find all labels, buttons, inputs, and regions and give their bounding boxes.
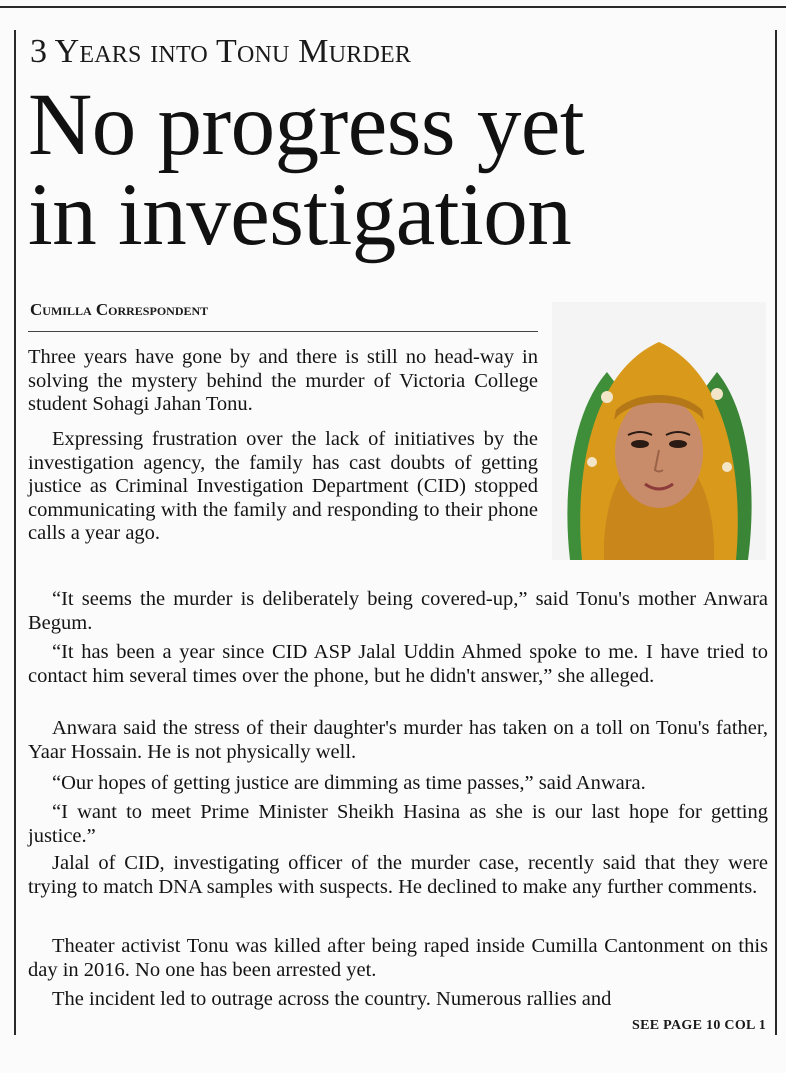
top-border-rule [0, 6, 786, 8]
paragraph-6: “Our hopes of getting justice are dimming as time passes,” said Anwara. [52, 772, 646, 794]
victim-portrait-photo [552, 302, 766, 560]
left-border-rule [14, 30, 16, 1035]
headline-line-1: No progress yet [28, 76, 585, 174]
byline-rule [28, 331, 538, 332]
headline-line-2: in investigation [28, 166, 572, 264]
paragraph-3: “It seems the murder is deliberately being covered-up,” said Tonu's mother Anwara Begum. [28, 588, 768, 634]
byline: Cumilla Correspondent [30, 300, 209, 319]
article-headline [28, 76, 768, 264]
continuation-jump: SEE PAGE 10 COL 1 [632, 1018, 766, 1033]
portrait-illustration [552, 302, 766, 560]
paragraph-4: “It has been a year since CID ASP Jalal Uddin Ahmed spoke to me. I have tried to contact him several times over the phone, but he didn't answer,” she alleged. [28, 641, 768, 687]
paragraph-2: Expressing frustration over the lack of initiatives by the investigation agency, the family has cast doubts of getting justice as Criminal Investigation Department (CID) stopped communicating with the family and responding to their phone calls a year ago. [28, 428, 538, 544]
paragraph-10: The incident led to outrage across the country. Numerous rallies and [52, 988, 612, 1010]
paragraph-7: “I want to meet Prime Minister Sheikh Hasina as she is our last hope for getting justice.” [28, 801, 768, 847]
paragraph-8: Jalal of CID, investigating officer of the murder case, recently said that they were trying to match DNA samples with suspects. He declined to make any further comments. [28, 852, 768, 898]
paragraph-5: Anwara said the stress of their daughter's murder has taken on a toll on Tonu's father, Yaar Hossain. He is not physically well. [28, 717, 768, 763]
paragraph-9: Theater activist Tonu was killed after being raped inside Cumilla Cantonment on this day in 2016. No one has been arrested yet. [28, 935, 768, 981]
paragraph-1: Three years have gone by and there is still no head-way in solving the mystery behind the murder of Victoria College student Sohagi Jahan Tonu. [28, 346, 538, 415]
article-kicker: 3 Years into Tonu Murder [30, 33, 412, 70]
right-border-rule [775, 30, 777, 1035]
